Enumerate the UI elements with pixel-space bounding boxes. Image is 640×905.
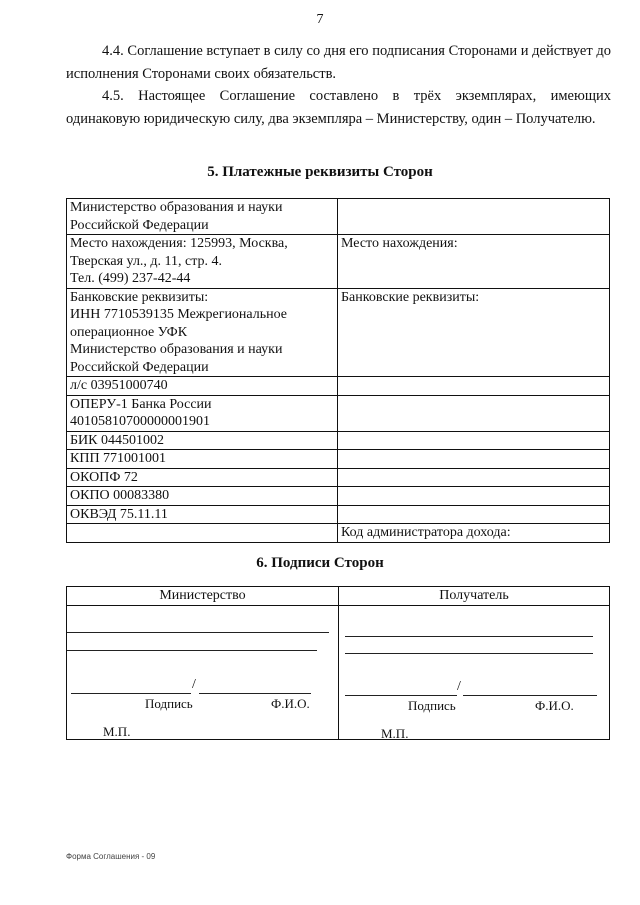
ministry-okpo-cell: ОКПО 00083380 (67, 487, 338, 506)
page-number: 7 (316, 12, 324, 27)
ministry-signature-line[interactable] (71, 693, 191, 694)
recipient-address-cell: Место нахождения: (338, 235, 610, 289)
cell-line: 40105810700000001901 (70, 414, 210, 429)
cell-line: Банковские реквизиты: (70, 289, 209, 305)
paragraph-4-4: 4.4. Соглашение вступает в силу со дня его подписания Сторонами и действует до исполнения Сторонами своих обязательств. (66, 43, 611, 82)
cell-line: Министерство образования и науки (70, 342, 283, 357)
recipient-fio-line[interactable] (463, 695, 597, 696)
ministry-signature-slash: / (192, 677, 196, 692)
table-row (67, 395, 610, 431)
recipient-stamp-label: М.П. (381, 726, 409, 741)
paragraph-4-5: 4.5. Настоящее Соглашение составлено в трёх экземплярах, имеющих одинаковую юридическую силу, два экземпляра – Министерству, один – Получателю. (66, 88, 611, 127)
ministry-fio-line[interactable] (199, 693, 311, 694)
table-row (67, 431, 610, 450)
recipient-kpp-cell (338, 450, 610, 469)
table-row (67, 199, 610, 235)
recipient-signature-line[interactable] (345, 695, 457, 696)
recipient-signature-label: Подпись (408, 698, 456, 713)
cell-line: ИНН 7710539135 Межрегиональное (70, 307, 288, 322)
ministry-name-cell (67, 199, 338, 235)
ministry-name-line-2 (67, 650, 317, 651)
recipient-account-cell (338, 377, 610, 396)
recipient-okpo-cell (338, 487, 610, 506)
table-row (67, 468, 610, 487)
ministry-kpp-cell: КПП 771001001 (67, 450, 338, 469)
table-row (67, 377, 610, 396)
ministry-address-cell (67, 235, 338, 289)
table-row (67, 524, 610, 543)
recipient-name-cell (338, 199, 610, 235)
table-row (67, 505, 610, 524)
cell-line: Место нахождения: 125993, Москва, (70, 236, 288, 251)
ministry-party-name: Министерство (159, 588, 246, 603)
ministry-bank-name-cell (67, 395, 338, 431)
cell-line: ОПЕРУ-1 Банка России (70, 396, 212, 412)
ministry-header-underline (67, 605, 338, 606)
ministry-fio-label: Ф.И.О. (271, 696, 310, 711)
recipient-party-name: Получатель (439, 588, 509, 603)
recipient-okopf-cell (338, 468, 610, 487)
ministry-okopf-cell: ОКОПФ 72 (67, 468, 338, 487)
cell-line: Российской Федерации (70, 359, 209, 375)
section-5-title: 5. Платежные реквизиты Сторон (207, 164, 433, 180)
ministry-stamp-label: М.П. (103, 724, 131, 739)
ministry-bik-cell: БИК 044501002 (67, 431, 338, 450)
ministry-empty-cell (67, 524, 338, 543)
ministry-bank-cell (67, 288, 338, 377)
table-row (67, 450, 610, 469)
ministry-name-line-1 (67, 632, 329, 633)
recipient-name-line-2 (345, 653, 593, 654)
ministry-okved-cell: ОКВЭД 75.11.11 (67, 505, 338, 524)
cell-line: Тел. (499) 237-42-44 (70, 271, 191, 286)
signatures-box (66, 586, 610, 740)
cell-line: Министерство образования и науки (70, 200, 283, 215)
recipient-bik-cell (338, 431, 610, 450)
recipient-header-underline (339, 605, 609, 606)
ministry-account-cell: л/с 03951000740 (67, 377, 338, 396)
recipient-bank-name-cell (338, 395, 610, 431)
cell-line: Российской Федерации (70, 217, 209, 233)
table-row (67, 235, 610, 289)
recipient-bank-cell: Банковские реквизиты: (338, 288, 610, 377)
recipient-okved-cell (338, 505, 610, 524)
table-row (67, 288, 610, 377)
signatures-divider (338, 587, 339, 739)
payment-details-table (66, 198, 610, 543)
recipient-fio-label: Ф.И.О. (535, 698, 574, 713)
recipient-signature-slash: / (457, 679, 461, 694)
ministry-signature-label: Подпись (145, 696, 193, 711)
section-6-title: 6. Подписи Сторон (256, 555, 384, 571)
table-row (67, 487, 610, 506)
cell-line: операционное УФК (70, 324, 188, 340)
cell-line: Тверская ул., д. 11, стр. 4. (70, 253, 223, 269)
recipient-name-line-1 (345, 636, 593, 637)
recipient-revenue-admin-code-cell: Код администратора дохода: (338, 524, 610, 543)
form-footer: Форма Соглашения - 09 (66, 852, 156, 861)
